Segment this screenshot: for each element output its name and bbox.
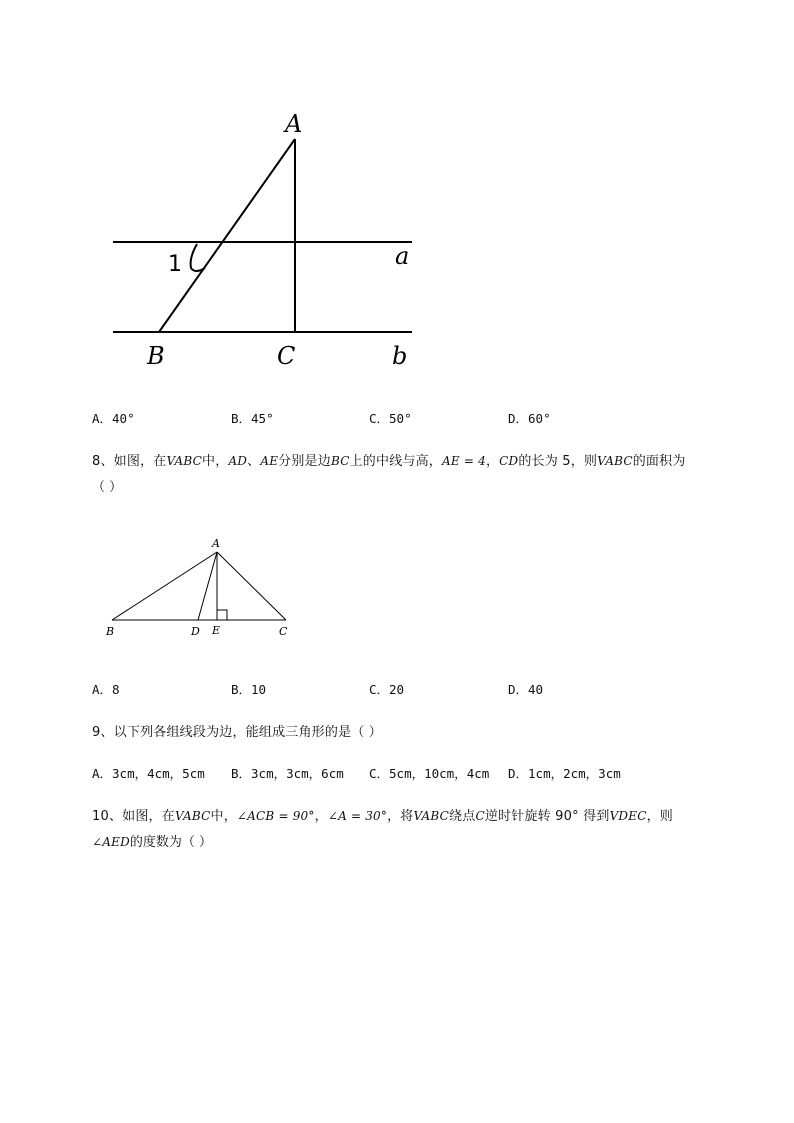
q10-angle-a: ∠A = 30° [327,809,388,823]
label-A: A [285,110,303,138]
q9-option-a[interactable]: A．3cm，4cm，5cm [92,766,205,781]
q8-text-4: 上的中线与高， [349,454,442,469]
q7-option-c[interactable]: C．50° [369,411,412,426]
q10-triangle-abc-2: VABC [413,809,450,823]
q8-text-6: 的长为 5，则 [518,454,598,469]
label-C: C [279,625,288,638]
q9-question [92,721,382,740]
q7-option-b[interactable]: B．45° [231,411,274,426]
label-D: D [191,625,200,638]
q8-text-3: 分别是边 [278,454,331,469]
q10-angle-aed: ∠AED [92,835,130,849]
q8-segment-bc: BC [330,454,350,468]
label-E: E [212,624,221,637]
segment-ab [159,139,295,332]
right-angle-mark [217,610,227,620]
q9-text: 9、以下列各组线段为边，能组成三角形的是（ ） [92,725,383,740]
q10-text-3: ， [314,809,328,824]
q10-triangle-dec: VDEC [609,809,647,823]
q8-segment-ae: AE [260,454,279,468]
q8-option-c[interactable]: C．20 [369,682,405,697]
q10-angle-acb: ∠ACB = 90° [236,809,315,823]
label-A: A [212,537,220,550]
q8-text-5: ， [485,454,500,469]
q8-text-2: 中， [202,454,229,469]
q8-triangle-abc: VABC [166,454,203,468]
q8-text-1: 如图，在 [113,454,167,469]
q10-text-1: 如图，在 [122,809,175,824]
q8-ae-equation: AE = 4 [442,454,486,468]
q9-option-c[interactable]: C．5cm，10cm，4cm [369,766,490,781]
q8-question-line-2 [92,476,122,495]
q10-question-line-1 [92,805,673,824]
q8-triangle-abc-2: VABC [597,454,633,468]
q10-text-6: 逆时针旋转 90° 得到 [484,809,610,824]
q8-segment-cd: CD [499,454,519,468]
label-b: b [392,342,408,370]
q10-question-line-2 [92,831,212,850]
q8-option-b[interactable]: B．10 [231,682,267,697]
q8-question-line-1 [92,450,686,469]
q8-option-a[interactable]: A．8 [92,682,120,697]
q8-answer-paren[interactable]: （ ） [92,480,123,495]
q9-option-b[interactable]: B．3cm，3cm，6cm [231,766,344,781]
label-angle-1: 1 [168,252,182,277]
q10-text-7: ，则 [646,809,673,824]
label-C: C [277,342,296,370]
q10-text-2: 中， [210,809,237,824]
q10-text-4: ，将 [387,809,414,824]
q7-option-a[interactable]: A．40° [92,411,135,426]
angle-1-arc [191,244,205,271]
q10-number: 10、 [92,809,123,824]
parallel-lines-figure [105,108,425,373]
triangle-figure [100,532,300,642]
q7-option-d[interactable]: D．60° [508,411,551,426]
label-B: B [106,625,115,638]
q9-option-d[interactable]: D．1cm，2cm，3cm [508,766,621,781]
q8-text-7: 的面积为 [632,454,686,469]
q8-segment-ad: AD [228,454,248,468]
q10-triangle-abc: VABC [174,809,211,823]
q8-number: 8、 [92,454,114,469]
q10-text-5: 绕点 [449,809,476,824]
q10-point-c: C [475,809,485,823]
q10-answer-paren[interactable]: 的度数为（ ） [129,835,213,850]
q8-separator: 、 [247,454,261,469]
q8-option-d[interactable]: D．40 [508,682,544,697]
label-B: B [147,342,165,370]
label-a: a [395,242,410,270]
